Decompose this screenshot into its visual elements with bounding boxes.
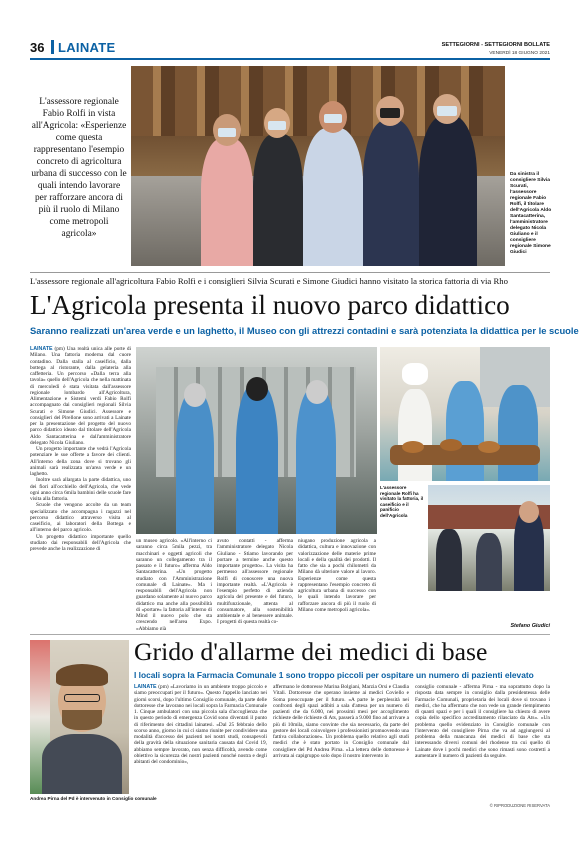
photo-outdoor-visit: [428, 485, 550, 591]
article2-col3: consiglio comunale - afferma Pirna - ma soprattutto dopo la risposta data sempre in consiglio dalla presidentessa delle Farmacie Comunali, proprietaria dei locali dove si trovano i medici, che ha affermato che non vede un grande riempimento di quanti spazi e per i quali il consigliere ha chiesto di avere copia dello specifico accreditamento rilasciato da Ats». «Un problema quello evidenziato in Consiglio comunale con l'intervento del consigliere Pirna che va ad aggiungersi al problema della mancanza dei medici di base che sta interessando diversi comuni del rhodense tra cui quello di Lainate dove i pochi medici che sono rimasti sono costretti a aumentare il numero di pazienti da seguire.: [415, 684, 550, 759]
outdoor-person-2: [476, 533, 502, 591]
article1-col3: avuto contatti - afferma l'amministratore delegato Nicola Giuliano - Stiamo lavorando per portare a termine anche questo importante progetto». La visita ha permesso all'assessore regionale Rolfi di conoscere una nuova importante realtà. «L'Agricola è l'esempio perfetto di azienda agricola del presente e del futuro, multifunzionale, attenta al consumatore, alla sostenibilità ambientale e al benessere animale. I progetti di questa realtà co-: [217, 538, 293, 626]
article1-col4: niugano produzione agricola a didattica, cultura e innovazione con valorizzazione delle materie prime locali e della qualità dei prodotti. Il fatto che sia a pochi chilometri da Milano dà ulteriore valore al lavoro. Esperienze come questa rappresentano l'esempio concreto di agricoltura urbana di successo con le quali intendo lavorare per rafforzare ancora di più il ruolo di Milano come metropoli agricola».: [298, 538, 376, 613]
mask-2: [268, 121, 286, 130]
visitor-gown-1: [446, 381, 484, 481]
person-silvia-scurati: [201, 138, 253, 266]
head-gown-1: [184, 383, 206, 407]
bread-loaf-3: [478, 441, 500, 453]
head-gown-3: [306, 380, 328, 404]
article1-subtitle: Saranno realizzati un'area verde e un laghetto, il Museo con gli attrezzi contadini e sarà potenziata la didattica per le scuole: [30, 325, 579, 336]
page-number: 36: [30, 40, 45, 55]
person-aldo-santacatterina: [303, 128, 363, 266]
section-label: LAINATE: [58, 40, 116, 55]
article2-title: Grido d'allarme dei medici di base: [134, 637, 488, 666]
article1-col1-p4: Scuole che vengono accolte da un team specializzato che accompagna i ragazzi nel percorso didattico attraverso visita al caseificio, ai laboratori della Bottega e all'interno del parco agricolo.: [30, 502, 131, 534]
main-photo-visitors: [131, 66, 505, 266]
article2-col1: [134, 684, 267, 808]
article1-col2: un museo agricolo. «All'interno ci saranno circa 5mila pezzi, tra macchinari e oggetti agricoli che saranno un collegamento tra il passato e il futuro» afferma Aldo Santacatterina. «Un progetto studiato con l'Amministrazione comunale di Lainate». Ma i responsabili dell'Agricola non guardano solamente al nuovo parco didattico ma anche alla possibilità di «portare» la fattoria all'interno di Mind il nuovo polo che sta crescendo nell'area Expo. «Abbiamo già: [136, 538, 212, 630]
article1-title: L'Agricola presenta il nuovo parco didattico: [30, 290, 510, 320]
pirna-shoulders: [42, 734, 122, 794]
baker-hat: [402, 363, 428, 385]
article2-subtitle: I locali sopra la Farmacia Comunale 1 sono troppo piccoli per ospitare un numero di pazienti elevato: [134, 670, 534, 680]
article2-rule: [30, 634, 550, 635]
lead-city: LAINATE: [30, 346, 53, 352]
person-fabio-rolfi: [253, 134, 303, 266]
pull-quote: L'assessore regionale Fabio Rolfi in vista all'Agricola: «Esperienze come questa rappresentano l'esempio concreto di agricoltura urbana di successo con le quali intendo lavorare per rafforzare ancora di più il ruolo di Milano come metropoli agricola»: [31, 97, 127, 239]
article1-col1-p3: Inoltre sarà allargata la parte didattica, uno dei fiori all'occhiello dell'Agricola, che vede ogni anno circa 6mila bambini delle scuole fare visita alla fattoria.: [30, 477, 131, 502]
person-in-gown-3: [296, 388, 336, 534]
article1-col1-p2: Un progetto importante che vedrà l'Agricola potenziare le sue offerte a favore dei clienti. All'interno della zona dove si trovano gli animali sarà realizzata un'area verde e un laghetto.: [30, 446, 131, 477]
kicker-rule: [30, 272, 550, 273]
article2-col2: affermano le dottoresse Marina Bolgiani, Marzia Orsi e Claudia Vitali. Dottoresse che operano insieme ai medici Coviello e Soma preoccupate per il futuro. «A parte le perplessità nei confronti degli spazi adibiti a sala d'attesa per un numero di pazienti che da 6.000, nei prossimi mesi per accoglimento richieste delle richieste di Ats, passerà a 9.000 fino ad arrivare a più di 10mila, siamo convinte che sia necessario, da parte del gestore dei locali coinvolgere i professionisti promuovendo una fattiva collaborazione». Un problema quello relativo agli studi medici che è stato portato in Consiglio comunale dal consigliere del Pd Andrea Pirna. «La lettera delle dottoresse è arrivata ai capigruppo solo dopo il nostro intervento in: [273, 684, 409, 759]
person-simone-giudici: [419, 116, 477, 266]
article1-kicker: L'assessore regionale all'agricoltura Fabio Rolfi e i consiglieri Silvia Scurati e Simone Giudici hanno visitato la storica fattoria di via Rho: [30, 276, 508, 286]
bread-loaf-2: [440, 439, 462, 451]
publication-name: SETTEGIORNI - SETTEGIORNI BOLLATE: [441, 42, 550, 48]
person-in-gown-2: [236, 384, 278, 534]
mask-1: [218, 128, 236, 137]
article2-lead-city: LAINATE: [134, 684, 157, 690]
section-bar: [51, 40, 54, 54]
outdoor-person-1: [436, 529, 462, 591]
person-in-gown-1: [176, 392, 214, 534]
mask-4: [380, 108, 400, 118]
main-photo-caption: Da sinistra il consigliere Silvia Scurati, l'assessore regionale Fabio Rolfi, il titolare dell'Agricola Aldo Santacatterina, l'amministratore delegato Nicola Giuliano e il consigliere regionale Simone Giudici: [510, 172, 552, 255]
pirna-beard: [62, 710, 102, 730]
mask-3: [324, 114, 342, 123]
article1-author: Stefano Giudici: [510, 623, 550, 629]
bread-loaf-1: [402, 441, 424, 453]
photo-andrea-pirna: [30, 640, 129, 794]
baker-chef: [398, 389, 432, 481]
visitor-gown-2: [498, 385, 538, 481]
mask-5: [437, 106, 457, 116]
photo-caseificio: [136, 347, 377, 534]
copyright: © RIPRODUZIONE RISERVATA: [489, 803, 550, 808]
article1-col1-p5: Un progetto didattico importante quello studiato dai responsabili dell'Agricola che prevede anche la realizzazione di: [30, 533, 131, 552]
header-rule: [30, 58, 550, 60]
glasses-icon: [64, 694, 100, 702]
pirna-hair: [56, 664, 108, 686]
head-gown-2: [246, 377, 268, 401]
outdoor-head-3: [519, 501, 539, 523]
article2-photo-caption: Andrea Pirna del Pd è intervenuto in Consiglio comunale: [30, 796, 157, 801]
article1-col1-p1: (pm) Una realtà unica alle porte di Milano. Una fattoria moderna dal cuore contadino. Dalla stalla al caseificio, dalla bottega al ristorante, dalla gelateria alla caffetteria. Un percorso «Dalla terra alla tavola» quello dell'Agricola che nella mattinata di mercoledì è stata visitata dall'assessore regionale lombardo all'Agricoltura, Alimentazione e Sistemi verdi Fabio Rolfi accompagnato dai consiglieri regionali Silvia Scurati e Simone Giudici. Assessore e consiglieri del Pirellone sono arrivati a Lainate per la presentazione del progetto del nuovo parco didattico ideato dal titolare dell'Agricola Aldo Santacatterina e dall'amministratore delegato Nicola Giuliano.: [30, 346, 131, 446]
person-nicola-giuliano: [363, 120, 419, 266]
side-photo-caption: L'assessore regionale Rolfi ha visitato la fattoria, il caseificio e il panificio dell'Agricola: [380, 485, 424, 518]
publication-date: VENERDÌ 18 GIUGNO 2021: [489, 51, 550, 56]
article2-col1-text: (pm) «Lavoriamo in un ambiente troppo piccolo e siamo preoccupati per il futuro». Questo l'appello lanciato nei giorni scorsi, dopo l'ultimo Consiglio comunale, da parte delle dottoresse che lavorano nei locali sopra la Farmacia Comunale 1. Cinque ambulatori con una piccola sala d'accoglienza che in questo periodo di emergenza Covid sono diventati il punto di riferimento dei cittadini lainatesi. «Dal 25 febbraio dello scorso anno, giorno in cui ci siamo riunite per condividere una modalità d'accesso dei pazienti nei nostri studi, consapevoli della gravità della situazione sanitaria causata dal Covid 19, abbiamo sempre lavorato, non senza difficoltà, avendo come obiettivo la sicurezza dei nostri pazienti nonché nostra e degli abitanti del condominio»,: [134, 684, 267, 765]
photo-panificio: [380, 347, 550, 481]
